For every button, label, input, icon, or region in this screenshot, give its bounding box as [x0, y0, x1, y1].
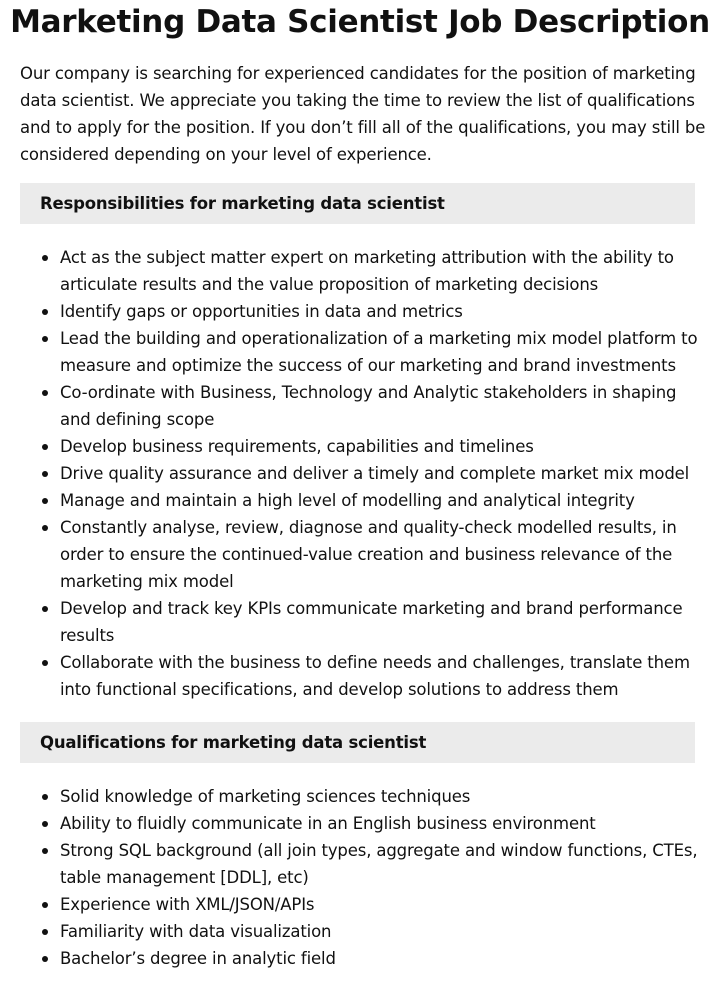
list-item: Co-ordinate with Business, Technology and Analytic stakeholders in shaping and defining scope [20, 379, 710, 433]
qualifications-list [20, 783, 710, 972]
list-item: Lead the building and operationalization of a marketing mix model platform to measure and optimize the success of our marketing and brand investments [20, 325, 710, 379]
list-item: Solid knowledge of marketing sciences techniques [20, 783, 710, 810]
list-item: Develop business requirements, capabilities and timelines [20, 433, 710, 460]
list-item: Experience with XML/JSON/APIs [20, 891, 710, 918]
list-item: Familiarity with data visualization [20, 918, 710, 945]
responsibilities-heading: Responsibilities for marketing data scientist [20, 183, 695, 224]
intro-paragraph: Our company is searching for experienced candidates for the position of marketing data scientist. We appreciate you taking the time to review the list of qualifications and to apply for the position. If you don’t fill all of the qualifications, you may still be considered depending on your level of experience. [20, 64, 706, 164]
list-item: Drive quality assurance and deliver a timely and complete market mix model [20, 460, 710, 487]
page-title: Marketing Data Scientist Job Description [10, 4, 710, 40]
list-item: Bachelor’s degree in analytic field [20, 945, 710, 972]
list-item: Manage and maintain a high level of modelling and analytical integrity [20, 487, 710, 514]
responsibilities-list [20, 244, 710, 703]
list-item: Constantly analyse, review, diagnose and quality-check modelled results, in order to ensure the continued-value creation and business relevance of the marketing mix model [20, 514, 710, 595]
list-item: Collaborate with the business to define needs and challenges, translate them into functional specifications, and develop solutions to address them [20, 649, 710, 703]
qualifications-heading: Qualifications for marketing data scientist [20, 722, 695, 763]
list-item: Act as the subject matter expert on marketing attribution with the ability to articulate results and the value proposition of marketing decisions [20, 244, 710, 298]
list-item: Develop and track key KPIs communicate marketing and brand performance results [20, 595, 710, 649]
list-item: Identify gaps or opportunities in data and metrics [20, 298, 710, 325]
list-item: Ability to fluidly communicate in an English business environment [20, 810, 710, 837]
list-item: Strong SQL background (all join types, aggregate and window functions, CTEs, table management [DDL], etc) [20, 837, 710, 891]
